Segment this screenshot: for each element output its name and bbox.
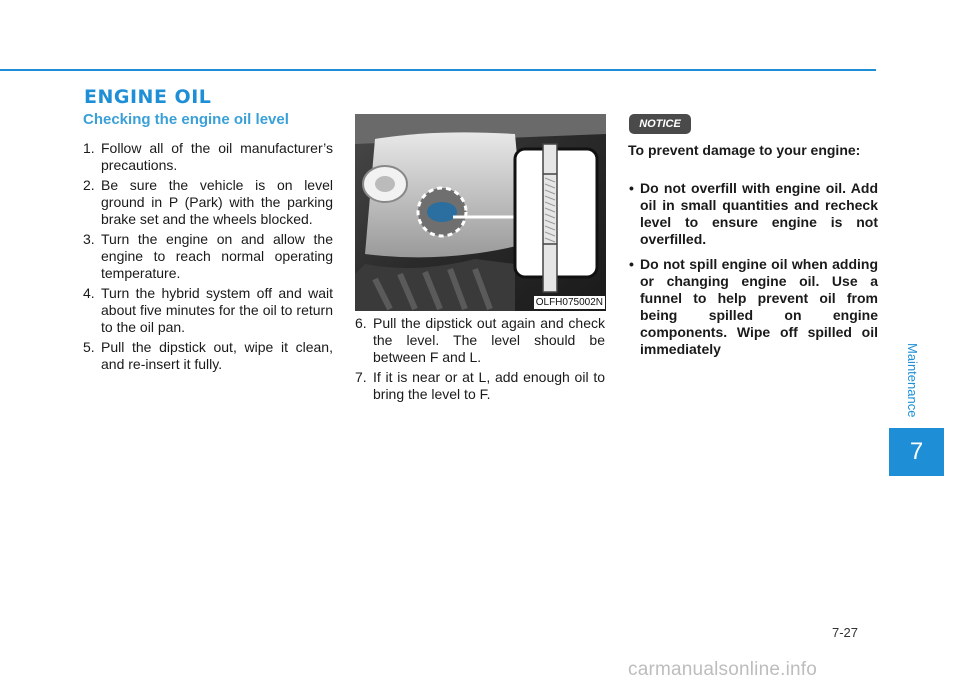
steps-list-left [83,140,333,376]
notice-list [628,180,878,366]
header-rule [0,69,876,71]
figure-code: OLFH075002N [535,297,603,308]
step-number: 1. [83,140,95,156]
step-number: 5. [83,339,95,355]
notice-item [628,180,878,248]
step-text: Pull the dipstick out, wipe it clean, and re-insert it fully. [101,339,333,372]
steps-list-middle [355,315,605,406]
chapter-tab: 7 [889,428,944,476]
step-item [83,231,333,282]
step-number: 3. [83,231,95,247]
notice-item [628,256,878,358]
step-text: Turn the hybrid system off and wait about five minutes for the oil to return to the oil pan. [101,285,333,335]
step-item [83,285,333,336]
subheading: Checking the engine oil level [83,111,289,128]
notice-title: To prevent damage to your engine: [628,142,861,158]
section-title: ENGINE OIL [84,86,212,108]
step-number: 6. [355,315,367,331]
step-text: Be sure the vehicle is on level ground in P (Park) with the parking brake set and the wheels blocked. [101,177,333,227]
step-text: Follow all of the oil manufacturer’s precautions. [101,140,333,173]
step-text: Pull the dipstick out again and check the level. The level should be between F and L. [373,315,605,365]
step-number: 2. [83,177,95,193]
step-item [83,339,333,373]
step-item [83,140,333,174]
notice-item-text: Do not overfill with engine oil. Add oil in small quantities and recheck level to ensure engine is not overfilled. [640,180,878,247]
chapter-side-label: Maintenance [905,342,920,418]
step-item [355,315,605,366]
page-number: 7-27 [832,625,859,640]
bullet-icon: • [629,180,634,196]
step-item [83,177,333,228]
notice-item-text: Do not spill engine oil when adding or changing engine oil. Use a funnel to help prevent oil from being spilled on engine components. Wipe off spilled oil immediately [640,256,878,357]
step-text: If it is near or at L, add enough oil to bring the level to F. [373,369,605,402]
engine-bay-illustration [355,114,606,311]
bullet-icon: • [629,256,634,272]
engine-dipstick-figure [355,114,606,311]
notice-badge: NOTICE [629,114,691,134]
step-number: 4. [83,285,95,301]
watermark-text: carmanualsonline.info [628,659,818,680]
step-text: Turn the engine on and allow the engine to reach normal operating temperature. [101,231,333,281]
step-number: 7. [355,369,367,385]
step-item [355,369,605,403]
